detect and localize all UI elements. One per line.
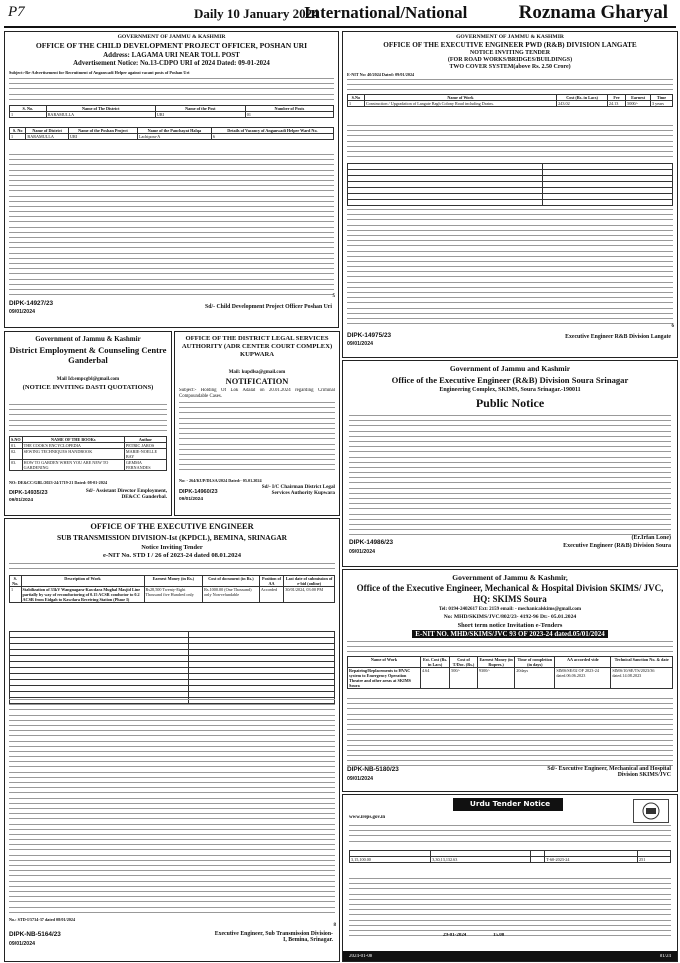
ad2-nit: NOTICE INVITING TENDER — [469, 50, 551, 56]
ad7-td: 4.64 — [421, 668, 450, 689]
ad7-enit-wrap — [343, 630, 677, 638]
ad4-subject: Subject:- Holding Of Lok Adalat on 20.01.2024 regarding Criminal Compoundable Cases. — [179, 388, 335, 399]
ad3-dipk: DIPK-14935/23 — [9, 490, 48, 496]
ad4-notice: NOTIFICATION — [225, 377, 289, 386]
ad3-no: NO: DE&CC/GBL/2023-24/1719-21 Dated: 08-01-2024 — [9, 480, 108, 485]
ad3-signature: Sd/- Assistant Director Employment, DE&CC Ganderbal. — [85, 488, 167, 500]
ad1-vacancy-table — [9, 127, 334, 140]
ad2-gov: GOVERNMENT OF JAMMU & KASHMIR — [456, 34, 564, 40]
ad3-books-table — [9, 436, 167, 471]
ad3-td: MARIE-NOELLE BAY — [124, 449, 166, 460]
ad7-td: Repairing/Replacements to HVAC system to Emergency Operation Theatre and other areas at SKIMS Soura — [348, 668, 421, 689]
ad6-th: S. No. — [10, 576, 22, 587]
ad8-num: 251 — [638, 857, 671, 863]
ad7-th: Est. Cost (Rs. in Lacs) — [421, 657, 450, 668]
ad3-th: S.NO — [11, 437, 21, 442]
ad2-dipk-date: 09/01/2024 — [347, 341, 373, 347]
ad3-th: Author — [124, 437, 166, 443]
ad7-no: No: MHD/SKIMS/JVC/802/23- 4192-96 Dt:- 05.01.2024 — [443, 614, 577, 620]
ad2-signature: Executive Engineer R&B Division Langate — [565, 334, 671, 340]
ad7-td: 9300/- — [477, 668, 514, 689]
ad5-sub: Engineering Complex, SKIMS, Soura Srinagar.-190011 — [439, 387, 581, 393]
ad4-mail: Mail: kupdlsa@gmail.com — [228, 370, 286, 375]
ad3-th: NAME OF THE BOOKs — [22, 437, 124, 443]
ad1-signature: Sd/- Child Development Project Officer Poshan Uri — [205, 304, 332, 310]
ad1-notice: Advertisement Notice: No.13-CDPO URI of 2024 Dated: 09-01-2024 — [73, 60, 270, 67]
ad6-signature: Executive Engineer, Sub Transmission Division-I, Bemina, Srinagar. — [214, 931, 333, 943]
ad7-td: SIMS/10/SE/TS/2023/36 dated.14.08.2023 — [611, 668, 673, 689]
ad2-cost: 243.02 — [557, 101, 608, 107]
ad1-th: Name of the Panchayat Halqa — [137, 128, 211, 134]
ad-dlsa-kupwara — [174, 331, 340, 516]
ad8-site: www.ireps.gov.in — [349, 815, 386, 820]
ad2-number: 6 — [671, 324, 674, 329]
ad1-th: S. No. — [10, 106, 47, 112]
ad2-sub: (FOR ROAD WORKS/BRIDGES/BUILDINGS) — [447, 57, 573, 63]
ad2-office: OFFICE OF THE EXECUTIVE ENGINEER PWD (R&B) DIVISION LANGATE — [383, 41, 637, 49]
paper-name: Roznama Gharyal — [518, 2, 668, 23]
ad7-th: Time of completion (in days) — [515, 657, 555, 668]
ad2-time: 3 years — [651, 101, 673, 107]
ad3-mail: Mail Id:empcgbl@gmail.com — [56, 377, 120, 382]
ad-urdu-tender — [342, 794, 678, 962]
ad1-gov: GOVERNMENT OF JAMMU & KASHMIR — [117, 34, 226, 40]
ad7-th: Technical Sanction No. & date — [611, 657, 673, 668]
ad5-dipk: DIPK-14986/23 — [349, 539, 394, 546]
ad8-title: Urdu Tender Notice — [469, 799, 551, 808]
ad7-td: SIMS/SE/02 OF 2023-24 dated.06.06.2023 — [555, 668, 611, 689]
ad3-td: 02. — [10, 449, 23, 460]
ad7-td: 20days — [515, 668, 555, 689]
ad6-dipk-date: 09/01/2024 — [9, 941, 35, 947]
ad-deccc-ganderbal — [4, 331, 172, 516]
masthead — [4, 2, 676, 28]
ad3-notice: (NOTICE INVITING DASTI QUOTATIONS) — [22, 384, 154, 391]
ad3-td: PETRIC JAROS — [124, 443, 166, 449]
ad6-dipk: DIPK-NB-5164/23 — [9, 931, 61, 938]
ad6-earnest: Rs28,500 Twenty-Eight Thousand five Hundred only — [144, 587, 203, 603]
ad6-enit: e-NIT No. STD I / 26 of 2023-24 dated 08.01.2024 — [103, 552, 241, 559]
ad3-td: HOW TO GARDEN WHEN YOU ARE NEW TO GARDENING — [22, 460, 124, 471]
ad8-amount1: 3,15,100.00 — [350, 857, 431, 863]
ad7-th: AA accorded vide — [555, 657, 611, 668]
ad6-no: No.: STD-I/5734-37 dated 08/01/2024 — [9, 917, 76, 922]
ad3-td: THE COOK'S ENCYCLOPEDIA — [22, 443, 124, 449]
ad5-dipk-date: 09/01/2024 — [349, 549, 375, 555]
ad1-td: URI — [155, 112, 245, 118]
ad3-td: 01. — [10, 443, 23, 449]
railway-logo — [633, 799, 669, 823]
ad3-td: 03. — [10, 460, 23, 471]
ad6-nit: Notice Inviting Tender — [141, 544, 203, 551]
ad1-th: S. No — [10, 128, 26, 134]
ad-rnb-soura — [342, 360, 678, 567]
ad6-sub: SUB TRANSMISSION DIVISION-Ist (KPDCL), BEMINA, SRINAGAR — [56, 533, 288, 542]
ad1-address: Address: LAGAMA URI NEAR TOLL POST — [103, 51, 240, 59]
ad2-dipk: DIPK-14975/23 — [347, 332, 392, 339]
ad1-td: 1 — [10, 112, 47, 118]
ad7-th: Name of Work — [348, 657, 421, 668]
ad7-dipk-date: 09/01/2024 — [347, 776, 373, 782]
ad-mhd-skims — [342, 569, 678, 792]
ad2-work: Construction / Upgradation of Langate Bagh Colony Road including Drains. — [364, 101, 556, 107]
ad4-dipk-date: 09/01/2024 — [179, 497, 204, 502]
ad4-dipk: DIPK-14960/23 — [179, 489, 218, 495]
ad5-signature: Executive Engineer (R&B) Division Soura — [563, 543, 671, 549]
ad1-th: Name of District — [26, 128, 69, 134]
ad1-number: 5 — [332, 294, 335, 299]
ad6-th: Position of AA — [259, 576, 283, 587]
ad1-th: Name of the Poshan Project — [68, 128, 137, 134]
ad6-work: Stabilization of 33kV Wangnagara-Kawdara Mughal Masjid Line partially by way of reconductoring of 0.15 ACSR conductor to 0.2 ACSR from Eidgah to Kawdara Receiving Station (Phase I) — [21, 587, 144, 603]
ad1-dipk-date: 09/01/2024 — [9, 309, 35, 315]
ad4-no: No: - 264/KUP/DLSA/2024 Dated:- 05.01.2024 — [179, 478, 262, 483]
ad7-office: Office of the Executive Engineer, Mechanical & Hospital Division SKIMS/ JVC, HQ: SKIMS Soura — [356, 583, 664, 604]
ad2-earnest: 5000/- — [626, 101, 651, 107]
ad1-subject: Subject:-Re-Advertisement for Recruitment of Anganwadi Helper against vacant posts of Poshan Uri — [9, 70, 190, 75]
ad7-th: Earnest Money (in Rupees.) — [477, 657, 514, 668]
ad6-tender-table: S. No. Description of Work Earnest Money (in Rs.) Cost of document (in Rs.) Position of AA Last date of submission of e-bid (online) 1 Stabilization of 33kV Wangnagara-Kawdara Mughal Masjid Line partially by way of reconductoring of 0.15 ACSR conductor to 0.2 ACSR from Eidgah to Kawdara Receiving Station (Phase I) Rs28,500 Twenty-Eight Thousand five Hundred only Rs.1000.00 (One Thousand) only Non-refundable Accorded 30/01/2024, 03:00 PM — [9, 575, 335, 603]
ad6-th: Cost of document (in Rs.) — [203, 576, 260, 587]
ad-pwd-langate — [342, 31, 678, 358]
ad7-gov: Government of Jammu & Kashmir, — [452, 573, 568, 582]
ad6-th: Last date of submission of e-bid (online) — [284, 576, 335, 587]
ad2-enit: E-NIT No: 40/2024 Dated: 09/01/2024 — [347, 72, 415, 77]
ad6-office: OFFICE OF THE EXECUTIVE ENGINEER — [90, 522, 254, 531]
ad3-dipk-date: 09/01/2024 — [9, 498, 34, 503]
ad3-td: GEMMA FERNANDES — [124, 460, 166, 471]
ad4-office: OFFICE OF THE DISTRICT LEGAL SERVICES AUTHORITY (ADR CENTER COURT COMPLEX) KUPWARA — [181, 335, 333, 358]
ad8-date1: 29-01-2024 — [443, 933, 467, 938]
ad1-dipk: DIPK-14927/23 — [9, 300, 54, 307]
ad1-office: OFFICE OF THE CHILD DEVELOPMENT PROJECT OFFICER, POSHAN URI — [35, 41, 308, 50]
ad8-ref: T-60-2023-24 — [545, 857, 638, 863]
ad8-footer-bar — [343, 951, 677, 961]
ad7-td: 500/- — [450, 668, 478, 689]
ad8-foot: 2024-01-08 — [349, 953, 373, 959]
ad1-td: BARAMULLA — [26, 134, 69, 140]
ad7-dipk: DIPK-NB-5180/23 — [347, 766, 399, 773]
ad1-th: Number of Posts — [245, 106, 333, 112]
ad1-td: Lachipora-A — [137, 134, 211, 140]
ad6-schedule-table — [9, 631, 335, 704]
issue-date: Daily 10 January 2024 — [194, 6, 319, 21]
ad1-th: Name of the Post — [155, 106, 245, 112]
ad1-td: URI — [68, 134, 137, 140]
ad-kpdcl-bemina — [4, 518, 340, 962]
ad6-th: Description of Work — [21, 576, 144, 587]
ad7-short: Short term notice Invitation e-Tenders — [457, 622, 563, 629]
ad4-signature: Sd/- I/C Chairman District Legal Services Authority Kupwara — [261, 484, 335, 496]
ad2-schedule-table — [347, 163, 673, 206]
ad3-td: SEWING TECHNIQUES HANDBOOK — [22, 449, 124, 460]
ad1-th: Details of Vacancy of Anganwadi Helper Ward No. — [211, 128, 333, 134]
ad8-date2: 15.00 — [493, 933, 505, 938]
ad3-gov: Government of Jammu & Kashmir — [35, 335, 141, 343]
ad5-gov: Government of Jammu and Kashmir — [449, 364, 571, 373]
page-number: P7 — [8, 4, 25, 20]
ad6-doc-cost: Rs.1000.00 (One Thousand) only Non-refundable — [203, 587, 260, 603]
ad1-td: 01 — [245, 112, 333, 118]
ad2-tender-table: S.No Name of Work Cost (Rs. in Lacs) Fee Earnest Time 1 Construction / Upgradation of Langate Bagh Colony Road including Drains. 243.02 24.13 5000/- 3 years — [347, 94, 673, 107]
ad7-signature: Sd/- Executive Engineer, Mechanical and Hospital Division SKIMS/JVC — [547, 766, 671, 778]
ad6-aa: Accorded — [259, 587, 283, 603]
ad8-code: 81/24 — [659, 953, 671, 959]
ad1-td: 1 — [10, 134, 26, 140]
ad6-th: Earnest Money (in Rs.) — [144, 576, 203, 587]
ad5-notice: Public Notice — [475, 396, 545, 410]
ad1-post-table — [9, 105, 334, 118]
ad1-td: 6 — [211, 134, 333, 140]
ad-cdpo-uri — [4, 31, 339, 328]
ad7-enit: E-NIT NO. MHD/SKIMS/JVC 93 OF 2023-24 dated.05/01/2024 — [412, 630, 607, 638]
ad3-office: District Employment & Counseling Centre Ganderbal — [9, 345, 167, 365]
section-title: International/National — [304, 3, 468, 22]
ad8-table — [349, 850, 671, 863]
ad6-last-date: 30/01/2024, 03:00 PM — [284, 587, 335, 603]
ad2-fee: 24.13 — [607, 101, 625, 107]
ad7-tender-table — [347, 656, 673, 689]
ad5-office: Office of the Executive Engineer (R&B) Division Soura Srinagar — [391, 375, 629, 385]
ad6-number: 8 — [333, 923, 336, 928]
ad7-th: Cost of T/Doc. (Rs.) — [450, 657, 478, 668]
ad5-signer: (Er.Irfan Lone) — [631, 535, 671, 541]
ad8-amount2: 3,30,13,132.63 — [431, 857, 531, 863]
ad1-th: Name of The District — [46, 106, 155, 112]
ad1-td: BARAMULLA — [46, 112, 155, 118]
ad7-tel: Tel: 0194-2402617 Ext: 2159 email: - mechanicalskims@gmail.com — [438, 607, 582, 612]
ad2-cover: TWO COVER SYSTEM(above Rs. 2.50 Crore) — [449, 64, 571, 70]
